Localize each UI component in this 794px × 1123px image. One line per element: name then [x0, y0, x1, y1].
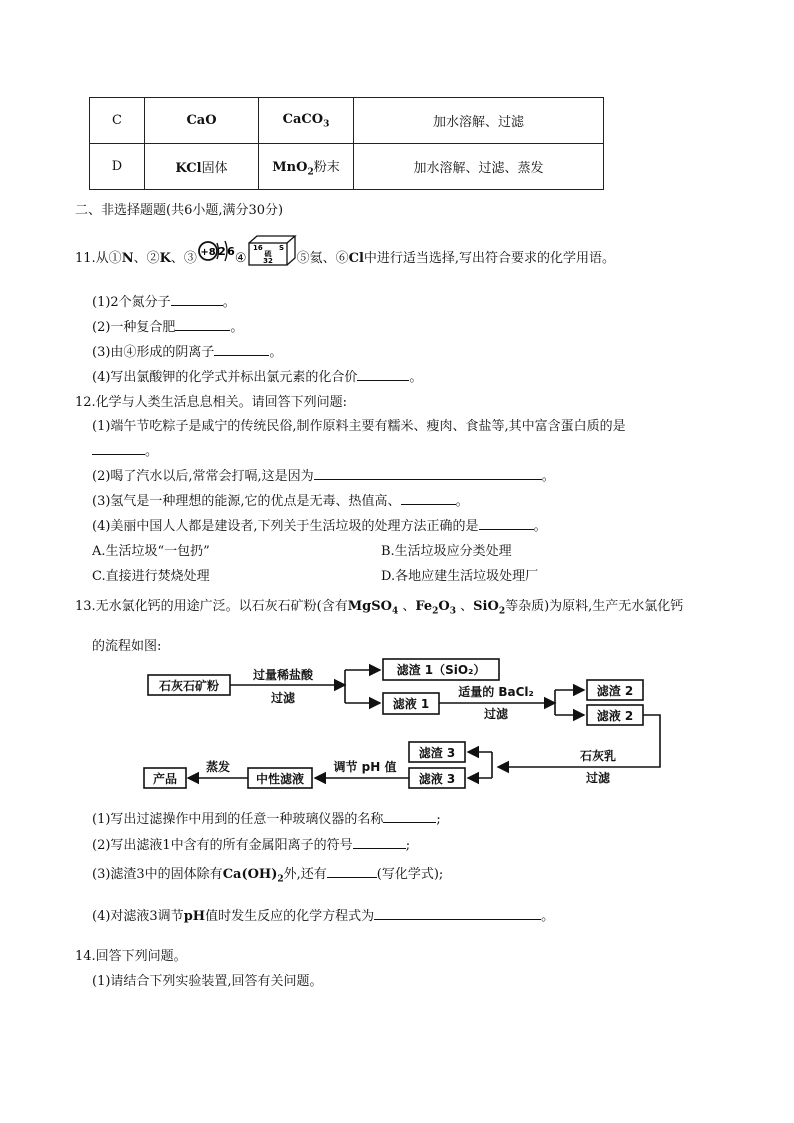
- svg-text:6: 6: [227, 245, 235, 258]
- q11-part4: (4)写出氯酸钾的化学式并标出氯元素的化合价 。: [92, 370, 423, 385]
- flow-step2-reagent: 适量的 BaCl₂: [458, 685, 534, 699]
- q12-part2: (2)喝了汽水以后,常常会打嗝,这是因为 。: [92, 469, 555, 484]
- svg-text:16: 16: [252, 244, 263, 252]
- method-cell: 加水溶解、过滤: [354, 98, 604, 144]
- flow-filtrate3-label: 滤液 3: [418, 772, 456, 786]
- answer-blank[interactable]: [357, 368, 409, 381]
- q12-option-c[interactable]: C.直接进行焚烧处理: [92, 569, 210, 584]
- section-title: 二、非选择题题(共6小题,满分30分): [75, 203, 284, 218]
- answer-blank[interactable]: [353, 836, 406, 849]
- q14-stem: 14.回答下列问题。: [75, 949, 187, 964]
- q12-part1-answer: 。: [92, 440, 158, 459]
- q11-stem: 11.从①N、②K、③ +8 2 6 ④ 16 S 硫 32 ⑤氦、⑥Cl中进行适当选择,写出符合要求的化学用语。: [75, 235, 615, 282]
- option-label: D: [90, 144, 145, 190]
- svg-text:2: 2: [218, 245, 226, 258]
- flow-step1-op: 过滤: [270, 691, 296, 705]
- answer-blank[interactable]: [92, 442, 145, 455]
- element-cell-icon: [247, 235, 297, 282]
- flow-start-label: 石灰石矿粉: [158, 679, 220, 693]
- flow-residue1-label: 滤渣 1（SiO₂）: [396, 663, 486, 677]
- q13-stem: 13.无水氯化钙的用途广泛。以石灰石矿粉(含有MgSO$_4$ 、$Fe_2O_3$ 、SiO$_2$等杂质)为原料,生产无水氯化钙: [75, 599, 684, 617]
- answer-blank[interactable]: [314, 467, 542, 480]
- answer-blank[interactable]: [214, 343, 269, 356]
- flow-product-label: 产品: [152, 772, 178, 786]
- flow-step3-reagent: 石灰乳: [579, 749, 617, 763]
- q14-part1: (1)请结合下列实验装置,回答有关问题。: [92, 974, 323, 989]
- q12-part1: (1)端午节吃粽子是咸宁的传统民俗,制作原料主要有糯米、瘦肉、食盐等,其中富含蛋白质的是: [92, 419, 626, 434]
- flow-step1-reagent: 过量稀盐酸: [252, 668, 314, 682]
- q12-option-b[interactable]: B.生活垃圾应分类处理: [381, 544, 512, 559]
- flow-residue2-label: 滤渣 2: [596, 684, 634, 698]
- q11-part1: (1)2个氮分子 。: [92, 295, 236, 310]
- flow-step4-op: 调节 pH 值: [333, 760, 397, 774]
- substance-cell: KCl固体: [145, 144, 259, 190]
- impurity-cell: CaCO$_3$: [259, 98, 354, 144]
- options-table: [89, 97, 604, 190]
- svg-text:32: 32: [262, 257, 273, 265]
- answer-blank[interactable]: [171, 293, 223, 306]
- q12-part4: (4)美丽中国人人都是建设者,下列关于生活垃圾的处理方法正确的是 。: [92, 519, 547, 534]
- q12-stem: 12.化学与人类生活息息相关。请回答下列问题:: [75, 395, 348, 410]
- svg-text:S: S: [278, 244, 284, 252]
- answer-blank[interactable]: [175, 318, 230, 331]
- q12-option-a[interactable]: A.生活垃圾“一包扔”: [92, 544, 210, 559]
- impurity-cell: MnO$_2$粉末: [259, 144, 354, 190]
- table-row: [90, 98, 604, 144]
- flow-filtrate2-label: 滤液 2: [596, 709, 634, 723]
- flow-filtrate1-label: 滤液 1: [392, 697, 430, 711]
- answer-blank[interactable]: [479, 517, 534, 530]
- flow-residue3-label: 滤渣 3: [418, 746, 456, 760]
- atom-structure-icon: [197, 236, 235, 281]
- substance-cell: CaO: [145, 98, 259, 144]
- answer-blank[interactable]: [327, 865, 377, 878]
- q11-part2: (2)一种复合肥 。: [92, 320, 244, 335]
- svg-text:+8: +8: [200, 247, 216, 258]
- q12-part3: (3)氢气是一种理想的能源,它的优点是无毒、热值高、 。: [92, 494, 469, 509]
- q11-part3: (3)由④形成的阴离子 。: [92, 345, 283, 360]
- q12-option-d[interactable]: D.各地应建生活垃圾处理厂: [381, 569, 539, 584]
- flow-step5-op: 蒸发: [205, 760, 231, 774]
- method-cell: 加水溶解、过滤、蒸发: [354, 144, 604, 190]
- q13-stem-cont: 的流程如图:: [92, 639, 162, 654]
- svg-text:硫: 硫: [264, 250, 272, 258]
- answer-blank[interactable]: [374, 907, 541, 920]
- answer-blank[interactable]: [383, 810, 436, 823]
- option-label: C: [90, 98, 145, 144]
- process-flow-diagram: [140, 652, 680, 797]
- flow-step3-op: 过滤: [585, 771, 611, 785]
- table-row: [90, 144, 604, 190]
- flow-neutral-label: 中性滤液: [255, 772, 305, 786]
- q13-part4: (4)对滤液3调节pH值时发生反应的化学方程式为 。: [92, 909, 555, 924]
- q13-part3: (3)滤渣3中的固体除有$Ca(OH)_2$外,还有 (写化学式);: [92, 867, 444, 885]
- q13-part2: (2)写出滤液1中含有的所有金属阳离子的符号 ;: [92, 838, 411, 853]
- answer-blank[interactable]: [401, 492, 456, 505]
- flow-step2-op: 过滤: [483, 707, 509, 721]
- q13-part1: (1)写出过滤操作中用到的任意一种玻璃仪器的名称 ;: [92, 812, 441, 827]
